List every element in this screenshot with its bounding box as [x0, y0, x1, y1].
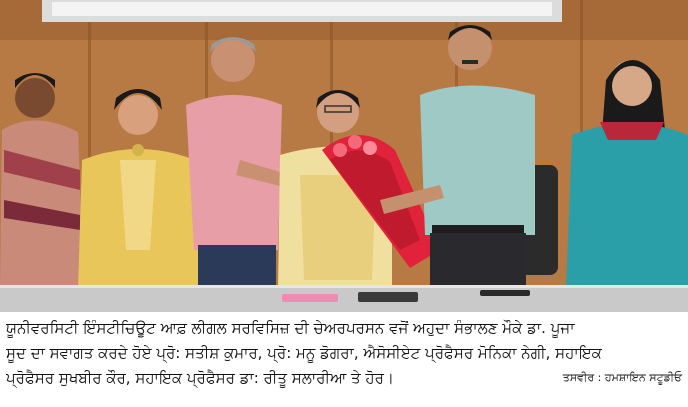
conference-table [0, 285, 688, 312]
mobile-phone [358, 292, 418, 302]
notebook [282, 294, 338, 302]
caption-line-1: ਯੂਨੀਵਰਸਿਟੀ ਇੰਸਟੀਚਿਊਟ ਆਫ਼ ਲੀਗਲ ਸਰਵਿਸਿਜ਼ ਦੀ ਚੇਅਰਪਰਸਨ ਵਜੋਂ ਅਹੁਦਾ ਸੰਭਾਲਣ ਮੌਕੇ ਡਾ. ਪੂਜਾ [6, 319, 575, 337]
caption-area [0, 312, 688, 407]
photo-credit: ਤਸਵੀਰ : ਹਮਸ਼ਾਇਨ ਸਟੂਡੀਓ [562, 371, 682, 384]
caption-line-3: ਪ੍ਰੋਫੈਸਰ ਸੁਖਬੀਰ ਕੌਰ, ਸਹਾਇਕ ਪ੍ਰੋਫੈਸਰ ਡਾ: ਰੀਤੂ ਸਲਾਰੀਆ ਤੇ ਹੋਰ। [6, 369, 395, 387]
caption-line-2: ਸੂਦ ਦਾ ਸਵਾਗਤ ਕਰਦੇ ਹੋਏ ਪ੍ਰੋ: ਸਤੀਸ਼ ਕੁਮਾਰ, ਪ੍ਰੋ: ਮਨੂ ਡੋਗਰਾ, ਐਸੋਸੀਏਟ ਪ੍ਰੋਫੈਸਰ ਮੋਨਿਕਾ ਨੇਗੀ, ਸਹਾਇਕ [6, 344, 602, 362]
